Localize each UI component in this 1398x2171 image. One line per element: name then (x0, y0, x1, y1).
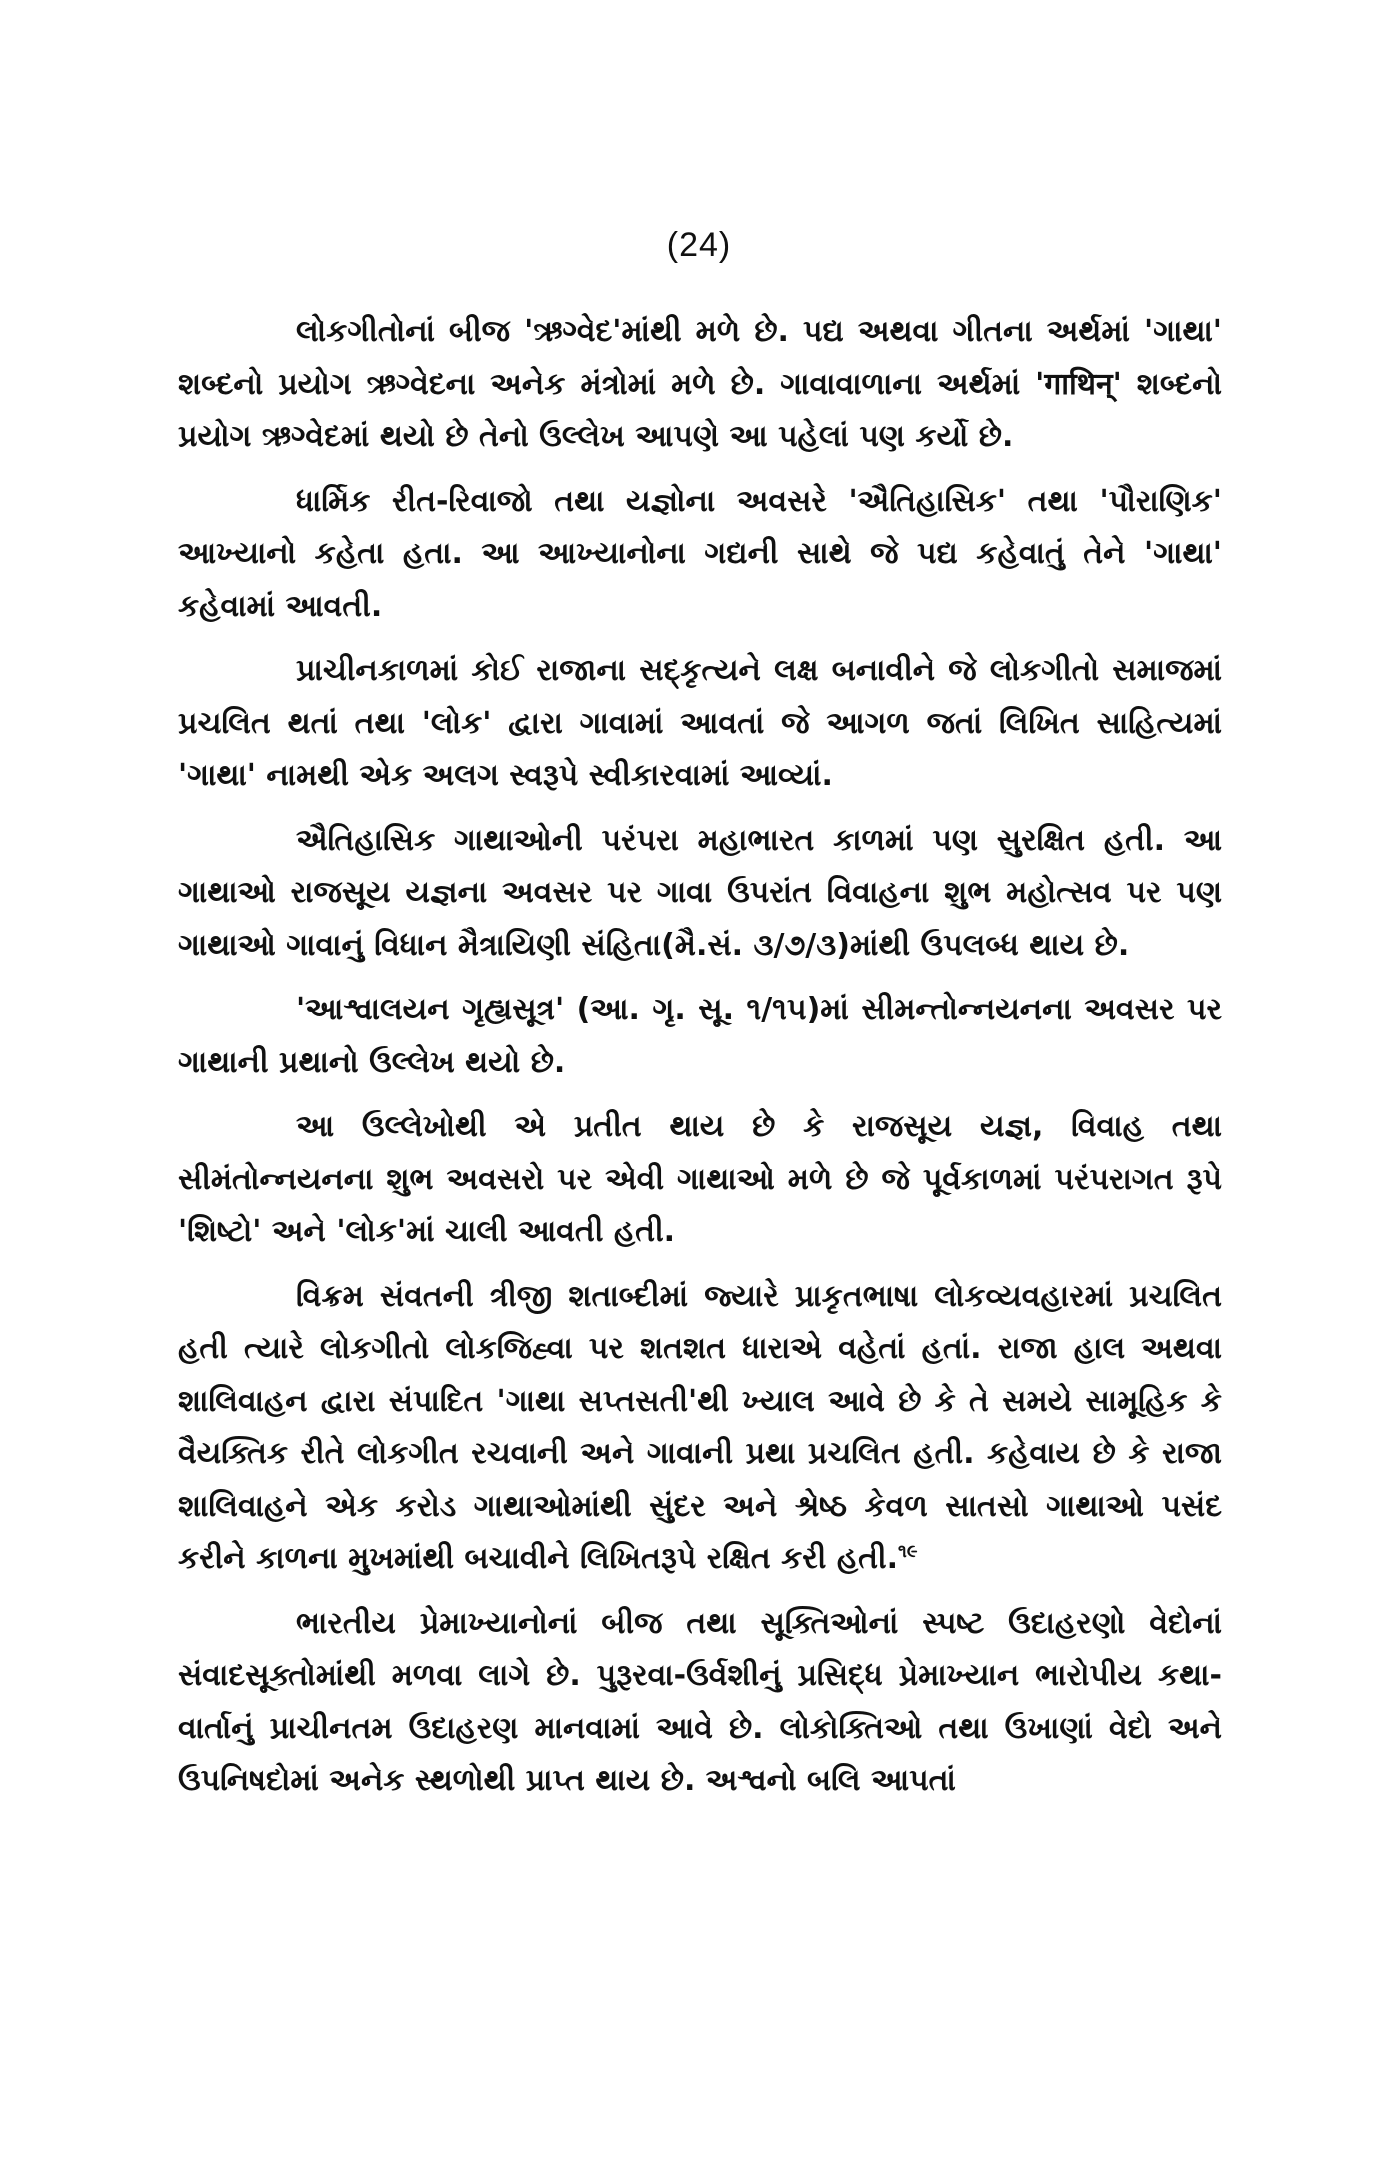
paragraph-7-text: વિક્રમ સંવતની ત્રીજી શતાબ્દીમાં જ્યારે પ્રાકૃતભાષા લોકવ્યવહારમાં પ્રચલિત હતી ત્યારે લોકગીતો લોકજિહ્વા પર શતશત ધારાએ વહેતાં હતાં. રાજા હાલ અથવા શાલિવાહન દ્વારા સંપાદિત 'ગાથા સપ્તસતી'થી ખ્યાલ આવે છે કે તે સમયે સામૂહિક કે વૈયક્તિક રીતે લોકગીત રચવાની અને ગાવાની પ્રથા પ્રચલિત હતી. કહેવાય છે કે રાજા શાલિવાહને એક કરોડ ગાથાઓમાંથી સુંદર અને શ્રેષ્ઠ કેવળ સાતસો ગાથાઓ પસંદ કરીને કાળના મુખમાંથી બચાવીને લિખિતરૂપે રક્ષિત કરી હતી. (178, 1278, 1222, 1576)
paragraph-7 (178, 1271, 1222, 1586)
page-number: (24) (666, 226, 732, 264)
paragraph-4: ઐતિહાસિક ગાથાઓની પરંપરા મહાભારત કાળમાં પણ સુરક્ષિત હતી. આ ગાથાઓ રાજસૂય યજ્ઞના અવસર પર ગાવા ઉપરાંત વિવાહના શુભ મહોત્સવ પર પણ ગાથાઓ ગાવાનું વિધાન મૈત્રાયિણી સંહિતા(મૈ.સં. ૩/૭/૩)માંથી ઉપલબ્ધ થાય છે. (178, 822, 1222, 963)
paragraph-6: આ ઉલ્લેખોથી એ પ્રતીત થાય છે કે રાજસૂય યજ્ઞ, વિવાહ તથા સીમંતોન્નયનના શુભ અવસરો પર એવી ગાથાઓ મળે છે જે પૂર્વકાળમાં પરંપરાગત રૂપે 'શિષ્ટો' અને 'લોક'માં ચાલી આવતી હતી. (178, 1109, 1222, 1249)
footnote-marker: ૧૯ (898, 1541, 918, 1562)
paragraph-2: ધાર્મિક રીત-રિવાજો તથા યજ્ઞોના અવસરે 'ઐતિહાસિક' તથા 'પૌરાણિક' આખ્યાનો કહેતા હતા. આ આખ્યાનોના ગદ્યની સાથે જે પદ્ય કહેવાતું તેને 'ગાથા' કહેવામાં આવતી. (178, 483, 1222, 624)
paragraph-3: પ્રાચીનકાળમાં કોઈ રાજાના સદ્કૃત્યને લક્ષ બનાવીને જે લોકગીતો સમાજમાં પ્રચલિત થતાં તથા 'લોક' દ્વારા ગાવામાં આવતાં જે આગળ જતાં લિખિત સાહિત્યમાં 'ગાથા' નામથી એક અલગ સ્વરૂપે સ્વીકારવામાં આવ્યાં. (178, 653, 1222, 793)
paragraph-5: 'આશ્વાલયન ગૃહ્યસૂત્ર' (આ. ગૃ. સૂ. ૧/૧૫)માં સીમન્તોન્નયનના અવસર પર ગાથાની પ્રથાનો ઉલ્લેખ થયો છે. (178, 992, 1222, 1080)
body-text (178, 306, 1222, 1820)
paragraph-8: ભારતીય પ્રેમાખ્યાનોનાં બીજ તથા સૂક્તિઓનાં સ્પષ્ટ ઉદાહરણો વેદોનાં સંવાદસૂક્તોમાંથી મળવા લાગે છે. પુરૂરવા-ઉર્વશીનું પ્રસિદ્ધ પ્રેમાખ્યાન ભારોપીય કથા-વાર્તાનું પ્રાચીનતમ ઉદાહરણ માનવામાં આવે છે. લોકોક્તિઓ તથા ઉખાણાં વેદો અને ઉપનિષદોમાં અનેક સ્થળોથી પ્રાપ્ત થાય છે. અશ્વનો બલિ આપતાં (178, 1605, 1222, 1798)
paragraph-1: લોકગીતોનાં બીજ 'ઋગ્વેદ'માંથી મળે છે. પદ્ય અથવા ગીતના અર્થમાં 'ગાથા' શબ્દનો પ્રયોગ ઋગ્વેદના અનેક મંત્રોમાં મળે છે. ગાવાવાળાના અર્થમાં 'गाथिन्' શબ્દનો પ્રયોગ ઋગ્વેદમાં થયો છે તેનો ઉલ્લેખ આપણે આ પહેલાં પણ કર્યો છે. (178, 314, 1222, 454)
